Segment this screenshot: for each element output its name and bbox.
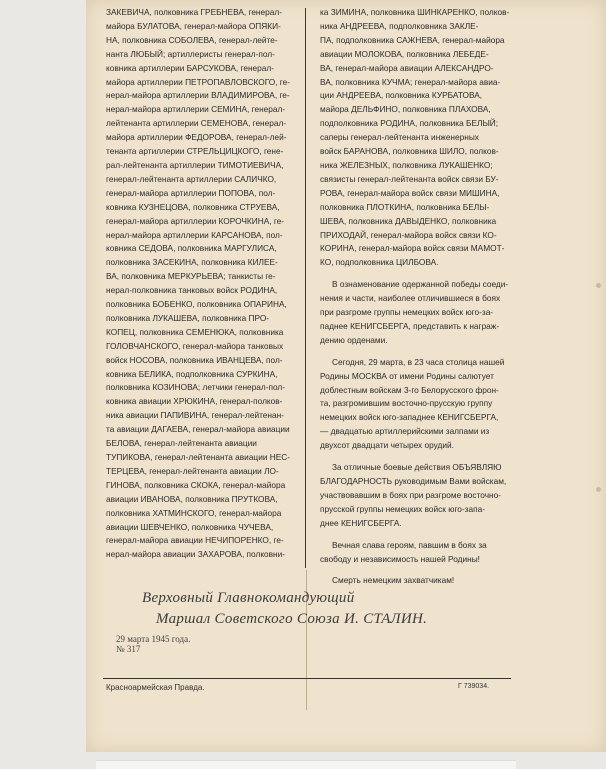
text-line: связисты генерал-лейтенанта войск связи БУ-	[320, 173, 499, 184]
footer-rule	[103, 678, 511, 679]
text-line: полковника ПЛОТКИНА, полковника БЕЛЫ-	[320, 201, 490, 212]
text-line: полковника КОЗИНОВА; летчики генерал-пол-	[106, 382, 285, 393]
text-line: нерал-майора авиации ЗАХАРОВА, полковни-	[106, 549, 286, 560]
text-line: саперы генерал-лейтенанта инженерных	[320, 132, 479, 143]
text-line: РОВА, генерал-майора войск связи МИШИНА,	[320, 187, 500, 198]
paragraph-gratitude	[320, 461, 510, 531]
text-line: БЕЛОВА, генерал-лейтенанта авиации	[106, 438, 257, 449]
text-line: авиации МОЛОКОВА, полковника ЛЕБЕДЕ-	[320, 48, 489, 59]
text-line: майора артиллерии ПЕТРОПАВЛОВСКОГО, ге-	[106, 76, 291, 87]
text-line: нанта ЛЮБЫЙ; артиллеристы генерал-пол-	[106, 48, 275, 59]
paragraph-salute	[320, 356, 510, 453]
text-line: ка ЗИМИНА, полковника ШИНКАРЕНКО, полков-	[320, 7, 510, 17]
text-line: свободу и независимость нашей Родины!	[320, 553, 480, 564]
text-line: паднее КЕНИГСБЕРГА, представить к награж-	[320, 320, 500, 331]
text-line: ПА, подполковника САЖНЕВА, генерал-майора	[320, 34, 505, 45]
text-line: та, разгромившим восточно-прусскую группу	[320, 398, 493, 409]
text-line: КО, подполковника ЦИЛБОВА.	[320, 257, 439, 268]
text-line: майора БУЛАТОВА, генерал-майора ОПЯКИ-	[106, 20, 281, 31]
text-line: полковника ЗАСЕКИНА, полковника КИЛЕЕ-	[106, 257, 278, 268]
text-line: участвовавшим в боях при разгроме восточно-	[320, 489, 501, 500]
text-line: ГОЛОВЧАНСКОГО, генерал-майора танковых	[106, 340, 284, 351]
text-line: двухсот двадцати четырех орудий.	[320, 440, 454, 451]
text-line: авиации ШЕВЧЕНКО, полковника ЧУЧЕВА,	[106, 521, 274, 532]
text-line: НА, полковника СОБОЛЕВА, генерал-лейте-	[106, 34, 278, 45]
text-line: КОПЕЦ, полковника СЕМЕНЮКА, полковника	[106, 326, 284, 337]
punch-hole	[596, 283, 601, 288]
order-date	[116, 634, 190, 654]
text-line: генерал-майора артиллерии ПОПОВА, пол-	[106, 187, 276, 198]
text-line: доблестным войскам 3-го Белорусского фрон-	[320, 384, 499, 395]
text-line: ТУПИКОВА, генерал-лейтенанта авиации НЕС-	[106, 452, 291, 462]
text-line: войск БАРАНОВА, полковника ШИЛО, полков-	[320, 146, 499, 157]
right-column-text	[320, 6, 510, 588]
text-line: нерал-полковника танковых войск РОДИНА,	[106, 285, 278, 296]
text-line: рал-лейтенанта артиллерии ТИМОТИЕВИЧА,	[106, 159, 284, 170]
signature-title: Верховный Главнокомандующий	[142, 590, 355, 606]
text-line: ПРИХОДАЙ, генерал-майора войск связи КО-	[320, 229, 497, 240]
text-line: дению орденами.	[320, 334, 388, 345]
right-column-list	[320, 6, 510, 270]
text-line: тенанта артиллерии СТРЕЛЬЦИЦКОГО, гене-	[106, 146, 284, 157]
publisher-name: Красноармейская Правда.	[106, 683, 205, 692]
text-line: нерал-майора артиллерии КАРСАНОВА, пол-	[106, 229, 283, 240]
text-line: ВА, генерал-майора авиации АЛЕКСАНДРО-	[320, 62, 494, 73]
text-line: ШЕВА, полковника ДАВЫДЕНКО, полковника	[320, 215, 497, 226]
text-line: генерал-лейтенанта артиллерии САЛИЧКО,	[106, 173, 277, 184]
text-line: ковника БЕЛИКА, подполковника СУРКИНА,	[106, 368, 278, 379]
text-line: БЛАГОДАРНОСТЬ руководимым Вами войскам,	[320, 476, 507, 486]
text-line: ковника авиации ХРЮКИНА, генерал-полков-	[106, 396, 283, 407]
text-line: нерал-майора артиллерии ВЛАДИМИРОВА, ге-	[106, 90, 290, 101]
text-line: генерал-майора артиллерии КОРОЧКИНА, ге-	[106, 215, 285, 226]
paragraph-decorations	[320, 278, 510, 348]
text-line: ции АНДРЕЕВА, полковника КУРБАТОВА,	[320, 90, 483, 101]
left-column-text	[106, 6, 302, 562]
text-line: ника авиации ПАПИВИНА, генерал-лейтенан-	[106, 410, 284, 421]
order-date-text: 29 марта 1945 года.	[116, 634, 191, 644]
text-line: при разгроме группы немецких войск юго-за-	[320, 307, 494, 318]
column-divider	[305, 8, 306, 568]
text-line: немецких войск юго-западнее КЕНИГСБЕРГА,	[320, 412, 499, 423]
text-line: ЗАКЕВИЧА, полковника ГРЕБНЕВА, генерал-	[106, 7, 282, 17]
text-line: За отличные боевые действия ОБЪЯВЛЯЮ	[332, 462, 502, 473]
text-line: ника АНДРЕЕВА, подполковника ЗАКЛЕ-	[320, 20, 479, 31]
text-line: авиации ИВАНОВА, полковника ПРУТКОВА,	[106, 493, 278, 504]
text-line: ника ЖЕЛЕЗНЫХ, полковника ЛУКАШЕНКО;	[320, 159, 493, 170]
text-line: Вечная слава героям, павшим в боях за	[332, 539, 487, 550]
text-line: Родины МОСКВА от имени Родины салютует	[320, 370, 494, 381]
text-line: В ознаменование одержанной победы соеди-	[332, 279, 509, 290]
text-line: та авиации ДАГАЕВА, генерал-майора авиации	[106, 424, 290, 435]
text-line: войск НОСОВА, полковника ИВАНЦЕВА, пол-	[106, 354, 283, 365]
text-line: майора ДЕЛЬФИНО, полковника ПЛАХОВА,	[320, 104, 491, 115]
text-line: — двадцатью артиллерийскими залпами из	[320, 426, 490, 437]
text-line: полковника ЛУКАШЕВА, полковника ПРО-	[106, 312, 270, 323]
slogan-line: Смерть немецким захватчикам!	[332, 575, 455, 586]
text-line: Сегодня, 29 марта, в 23 часа столица нашей	[332, 356, 505, 367]
text-line: днее КЕНИГСБЕРГА.	[320, 517, 402, 528]
text-line: прусской группы немецких войск юго-запа-	[320, 503, 485, 514]
text-line: ковника КУЗНЕЦОВА, полковника СТРУЕВА,	[106, 201, 280, 212]
text-line: нерал-майора артиллерии СЕМИНА, генерал-	[106, 104, 286, 115]
text-line: полковника ХАТМИНСКОГО, генерал-майора	[106, 507, 282, 518]
signature-block	[142, 588, 427, 630]
text-line: нения и части, наиболее отличившиеся в боях	[320, 293, 501, 304]
order-number: № 317	[116, 644, 141, 654]
text-line: ВА, полковника КУЧМА; генерал-майора авиа-	[320, 76, 501, 87]
text-line: ковника СЕДОВА, полковника МАРГУЛИСА,	[106, 243, 277, 254]
text-line: ТЕРЦЕВА, генерал-лейтенанта авиации ЛО-	[106, 465, 279, 476]
text-line: лейтенанта артиллерии СЕМЕНОВА, генерал-	[106, 118, 287, 129]
paragraph-glory	[320, 539, 510, 567]
text-line: генерал-майора авиации НЕЧИПОРЕНКО, ге-	[106, 535, 284, 546]
text-line: ковника артиллерии БАРСУКОВА, генерал-	[106, 62, 274, 73]
text-line: ВА, полковника МЕРКУРЬЕВА; танкисты ге-	[106, 271, 276, 282]
punch-hole	[596, 487, 601, 492]
signature-name: Маршал Советского Союза И. СТАЛИН.	[156, 611, 428, 627]
text-line: майора артиллерии ФЕДОРОВА, генерал-лей-	[106, 132, 287, 143]
text-line: КОРИНА, генерал-майора войск связи МАМОТ-	[320, 243, 505, 254]
paragraph-slogan	[320, 574, 510, 588]
print-code: Г 739034.	[458, 683, 490, 690]
text-line: ГИНОВА, полковника СКОКА, генерал-майора	[106, 479, 286, 490]
text-line: полковника БОБЕНКО, полковника ОПАРИНА,	[106, 299, 287, 310]
text-line: подполковника РОДИНА, полковника БЕЛЫЙ;	[320, 118, 499, 129]
